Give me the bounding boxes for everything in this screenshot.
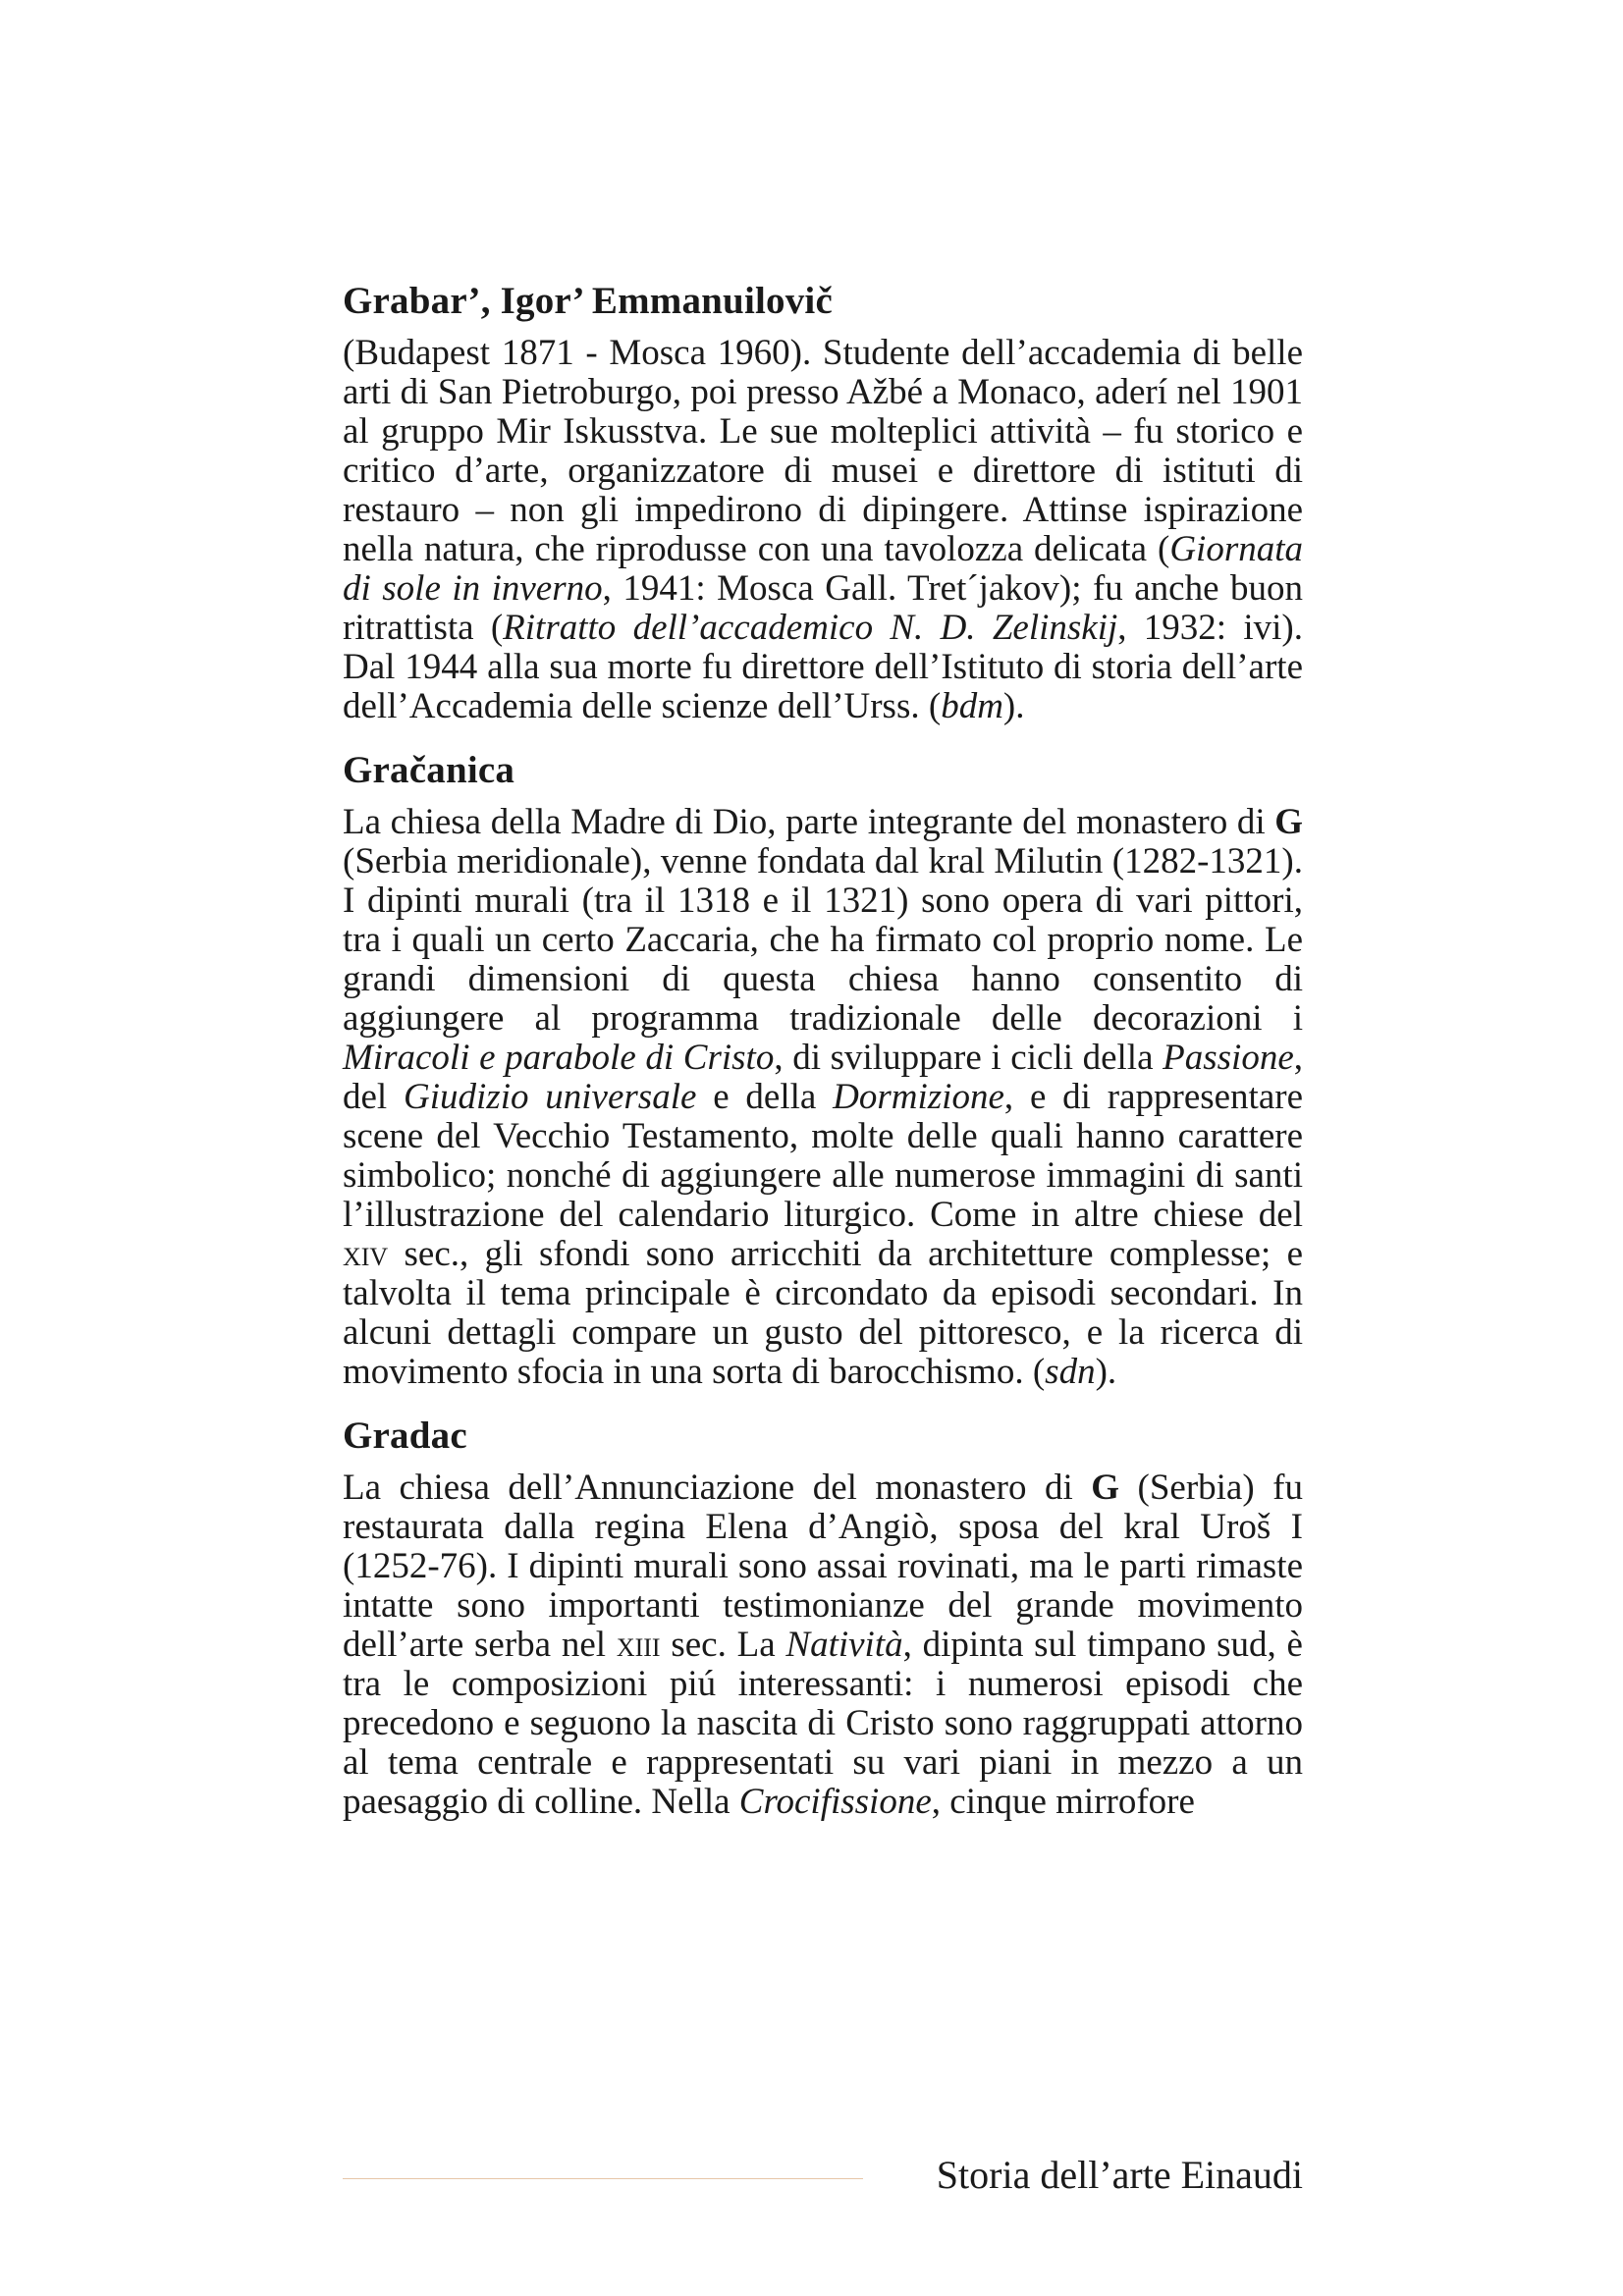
artwork-title: Miracoli e parabole di Cristo [343, 1038, 775, 1078]
text-segment: (Serbia meridionale), venne fondata dal kral Milutin (1282-1321). I dipinti murali (tra il 1318 e il 1321) sono opera di vari pittori, tra i quali un certo Zaccaria, che ha firmato col proprio nome. Le grandi dimensioni di questa chiesa hanno consentito di aggiungere al programma tradizionale delle decorazioni i [343, 841, 1303, 1039]
artwork-title: Giudizio universale [404, 1077, 697, 1117]
text-segment: ). [1002, 686, 1025, 726]
entry-title: Gradac [343, 1415, 467, 1457]
text-segment: La chiesa dell’Annunciazione del monastero di [343, 1468, 1092, 1508]
text-segment: , di sviluppare i cicli della [774, 1038, 1163, 1078]
text-segment: sec., gli sfondi sono arricchiti da architetture complesse; e talvolta il tema principale è circondato da episodi secondari. In alcuni dettagli compare un gusto del pittoresco, e la ricerca di movimento sfocia in una sorta di barocchismo. ( [343, 1234, 1303, 1392]
entry-gradac [343, 1412, 1303, 1822]
century-numeral: xiii [616, 1625, 661, 1665]
artwork-title: Natività [785, 1625, 903, 1665]
century-numeral: xiv [343, 1234, 389, 1274]
text-segment: , cinque mirrofore [931, 1782, 1195, 1822]
artwork-title: Dormizione [833, 1077, 1004, 1117]
text-segment: La chiesa della Madre di Dio, parte integrante del monastero di [343, 802, 1275, 842]
entries-column [343, 277, 1303, 1842]
entry-title: Grabar’, Igor’ Emmanuilovič [343, 280, 833, 322]
entry-grabar [343, 277, 1303, 726]
text-segment: , e di rappresentare scene del Vecchio Testamento, molte delle quali hanno carattere simbolico; nonché di aggiungere alle numerose immagini di santi l’illustrazione del calendario liturgico. Come in altre chiese del [343, 1077, 1304, 1235]
text-segment: (Serbia) fu restaurata dalla regina Elena d’Angiò, sposa del kral Uroš I (1252-76). I dipinti murali sono assai rovinati, ma le parti rimaste intatte sono importanti testimonianze del grande movimento dell’arte serba nel [343, 1468, 1303, 1665]
author-initials: sdn [1045, 1352, 1096, 1392]
text-segment: , 1932: ivi). Dal 1944 alla sua morte fu direttore dell’Istituto di storia dell’arte dell’Accademia delle scienze dell’Urss. ( [343, 608, 1303, 726]
artwork-title: Ritratto dell’accademico N. D. Zelinskij [503, 608, 1118, 648]
entry-gracanica [343, 746, 1303, 1392]
entry-body [343, 1468, 1303, 1822]
footer-rule [343, 2178, 863, 2179]
artwork-title: Passione [1163, 1038, 1294, 1078]
text-segment: (Budapest 1871 - Mosca 1960). Studente dell’accademia di belle arti di San Pietroburgo, poi presso Ažbé a Monaco, aderí nel 1901 al gruppo Mir Iskusstva. Le sue molteplici attività – fu storico e critico d’arte, organizzatore di musei e direttore di istituti di restauro – non gli impedirono di dipingere. Attinse ispirazione nella natura, che riprodusse con una tavolozza delicata ( [343, 333, 1303, 569]
author-initials: bdm [941, 686, 1003, 726]
headword-abbrev: G [1274, 802, 1303, 842]
artwork-title: Giornata di sole in inverno [343, 529, 1303, 609]
text-segment: ). [1095, 1352, 1117, 1392]
text-segment: , dipinta sul timpano sud, è tra le composizioni piú interessanti: i numerosi episodi che precedono e seguono la nascita di Cristo sono raggruppati attorno al tema centrale e rappresentati su vari piani in mezzo a un paesaggio di colline. Nella [343, 1625, 1303, 1822]
footer-publication-title: Storia dell’arte Einaudi [936, 2153, 1303, 2197]
text-segment: , 1941: Mosca Gall. Tret´jakov); fu anche buon ritrattista ( [343, 568, 1304, 648]
text-segment: e della [696, 1077, 834, 1117]
entry-title: Gračanica [343, 749, 515, 791]
text-segment: , del [343, 1038, 1303, 1117]
headword-abbrev: G [1091, 1468, 1120, 1508]
artwork-title: Crocifissione [738, 1782, 932, 1822]
entry-body [343, 334, 1303, 726]
text-segment: sec. La [660, 1625, 786, 1665]
entry-body [343, 803, 1303, 1392]
